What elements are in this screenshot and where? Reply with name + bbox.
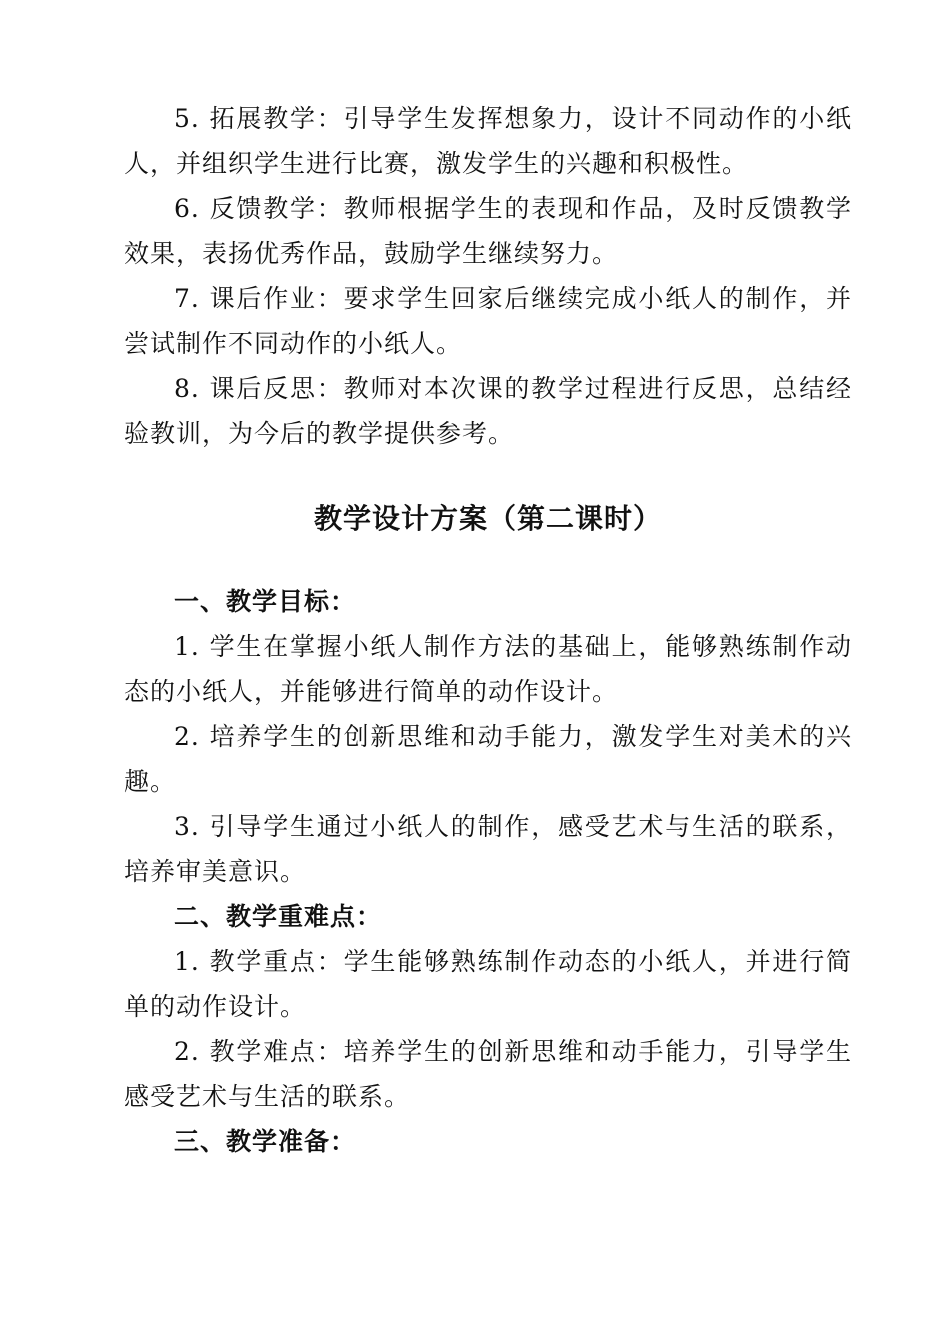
paragraph-reflection: 8. 课后反思：教师对本次课的教学过程进行反思，总结经验教训，为今后的教学提供参考。 xyxy=(124,374,852,448)
key-point-item: 1. 教学重点：学生能够熟练制作动态的小纸人，并进行简单的动作设计。 xyxy=(124,947,852,1021)
document-body xyxy=(124,96,852,1164)
heading-teaching-goals: 一、教学目标： xyxy=(174,587,357,616)
goal-item-1: 1. 学生在掌握小纸人制作方法的基础上，能够熟练制作动态的小纸人，并能够进行简单的动作设计。 xyxy=(124,632,852,706)
difficult-point-item: 2. 教学难点：培养学生的创新思维和动手能力，引导学生感受艺术与生活的联系。 xyxy=(124,1037,852,1111)
paragraph-extension-teaching: 5. 拓展教学：引导学生发挥想象力，设计不同动作的小纸人，并组织学生进行比赛，激发学生的兴趣和积极性。 xyxy=(124,104,852,178)
goal-item-3: 3. 引导学生通过小纸人的制作，感受艺术与生活的联系，培养审美意识。 xyxy=(124,812,852,886)
spacer xyxy=(124,456,852,496)
paragraph-feedback-teaching: 6. 反馈教学：教师根据学生的表现和作品，及时反馈教学效果，表扬优秀作品，鼓励学生继续努力。 xyxy=(124,194,852,268)
heading-teaching-preparation: 三、教学准备： xyxy=(174,1127,357,1156)
section-title: 教学设计方案（第二课时） xyxy=(313,502,662,535)
paragraph-homework: 7. 课后作业：要求学生回家后继续完成小纸人的制作，并尝试制作不同动作的小纸人。 xyxy=(124,284,852,358)
goal-item-2: 2. 培养学生的创新思维和动手能力，激发学生对美术的兴趣。 xyxy=(124,722,852,796)
spacer xyxy=(124,541,852,579)
heading-key-difficult-points: 二、教学重难点： xyxy=(174,902,383,931)
